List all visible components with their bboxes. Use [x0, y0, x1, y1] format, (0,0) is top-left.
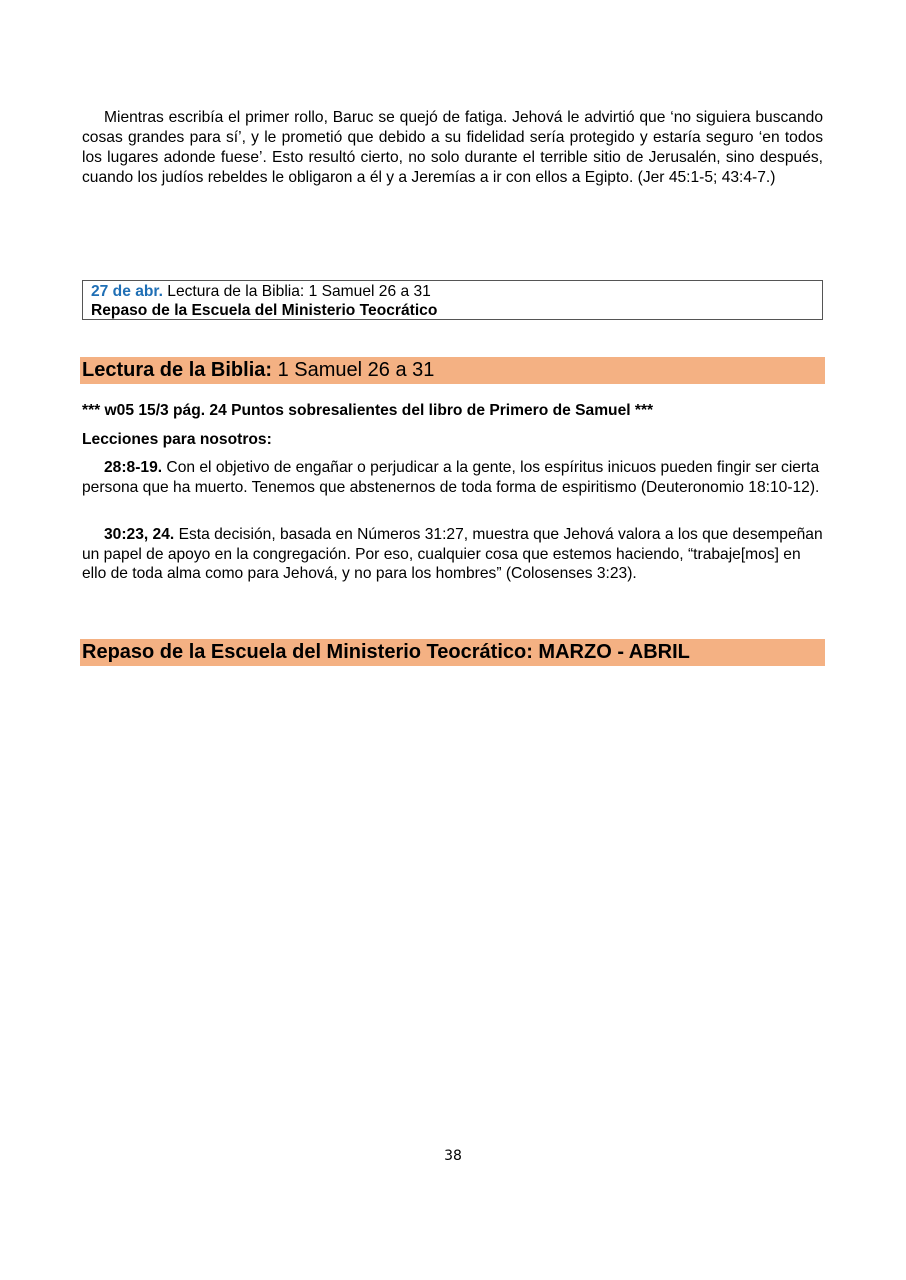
schedule-box: [82, 280, 823, 320]
bible-reading-heading: [80, 357, 825, 384]
page-number: 38: [444, 1148, 462, 1164]
intro-paragraph: Mientras escribía el primer rollo, Baruc se quejó de fatiga. Jehová le advirtió que ‘no siguiera buscando cosas grandes para sí’, y le prometió que debido a su fidelidad sería protegido y estaría seguro ‘en todos los lugares adonde fuese’. Esto resultó cierto, no solo durante el terrible sitio de Jerusalén, sino después, cuando los judíos rebeldes le obligaron a él y a Jeremías a ir con ellos a Egipto. (Jer 45:1-5; 43:4-7.): [82, 109, 823, 186]
schedule-reading: Lectura de la Biblia: 1 Samuel 26 a 31: [162, 283, 431, 300]
reference-line: *** w05 15/3 pág. 24 Puntos sobresalientes del libro de Primero de Samuel ***: [82, 402, 654, 419]
lesson-verse: 30:23, 24.: [104, 526, 175, 543]
lesson-paragraph: [82, 458, 823, 497]
lesson-verse: 28:8-19.: [104, 459, 163, 476]
bible-reading-label: Lectura de la Biblia:: [82, 359, 273, 381]
lesson-paragraph: [82, 525, 823, 584]
schedule-date: 27 de abr.: [91, 283, 163, 300]
bible-reading-passage: 1 Samuel 26 a 31: [272, 359, 435, 381]
schedule-line: [91, 282, 431, 301]
lesson-text: Con el objetivo de engañar o perjudicar a la gente, los espíritus inicuos pueden fingir ser cierta persona que ha muerto. Tenemos que abstenernos de toda forma de espiritismo (Deuteronomio 18:10-12).: [82, 459, 820, 496]
review-heading: Repaso de la Escuela del Ministerio Teocrático: MARZO - ABRIL: [80, 639, 825, 666]
lessons-heading: Lecciones para nosotros:: [82, 431, 272, 448]
schedule-review: Repaso de la Escuela del Ministerio Teocrático: [91, 302, 438, 319]
lesson-text: Esta decisión, basada en Números 31:27, muestra que Jehová valora a los que desempeñan un papel de apoyo en la congregación. Por eso, cualquier cosa que estemos haciendo, “trabaje[mos] en ello de toda alma como para Jehová, y no para los hombres” (Colosenses 3:23).: [82, 526, 823, 582]
